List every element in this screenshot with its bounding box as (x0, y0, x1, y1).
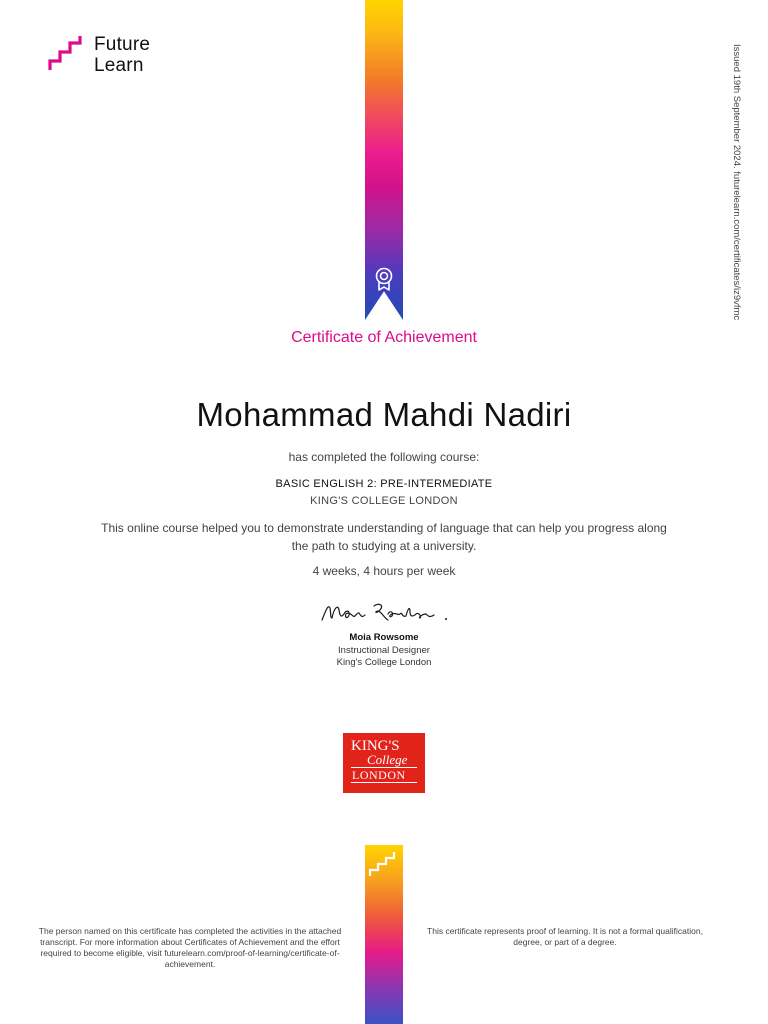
logo-line-1: Future (94, 34, 151, 55)
signature (318, 596, 452, 626)
futurelearn-logo (48, 34, 150, 76)
footer-note-right: This certificate represents proof of learning. It is not a formal qualification, degree, or part of a degree. (427, 926, 703, 947)
kcl-logo-line-3: LONDON (352, 768, 406, 782)
kcl-logo-rule (351, 782, 417, 783)
logo-text (94, 34, 150, 76)
award-icon (373, 267, 395, 291)
recipient-name: Mohammad Mahdi Nadiri (196, 396, 572, 433)
course-description: This online course helped you to demonstrate understanding of language that can help you progress along the path to studying at a university. (101, 521, 667, 553)
completed-text: has completed the following course: (288, 450, 480, 464)
signatory-role: Instructional Designer (338, 645, 430, 656)
signatory-name: Moia Rowsome (349, 632, 419, 643)
stairs-icon (368, 850, 400, 878)
stairs-icon (48, 34, 86, 72)
certificate-title: Certificate of Achievement (291, 329, 477, 346)
footer-note-left: The person named on this certificate has completed the activities in the attached transcript. For more information about Certificates of Achievement and the effort required to become eligible, visit futurelearn.com/proof-of-learning/certificate-of-achievement. (38, 926, 342, 969)
issued-info: Issued 19th September 2024. futurelearn.com/certificates/iz9vfmc (731, 44, 742, 321)
course-name: BASIC ENGLISH 2: PRE-INTERMEDIATE (275, 478, 493, 490)
logo-line-2: Learn (94, 55, 144, 76)
kcl-logo-line-1: KING'S (351, 738, 400, 754)
course-institution: KING'S COLLEGE LONDON (310, 495, 458, 507)
course-duration: 4 weeks, 4 hours per week (312, 564, 456, 578)
kings-college-london-logo (343, 733, 425, 793)
signatory-organisation: King's College London (336, 657, 432, 668)
kcl-logo-line-2: College (367, 752, 408, 767)
